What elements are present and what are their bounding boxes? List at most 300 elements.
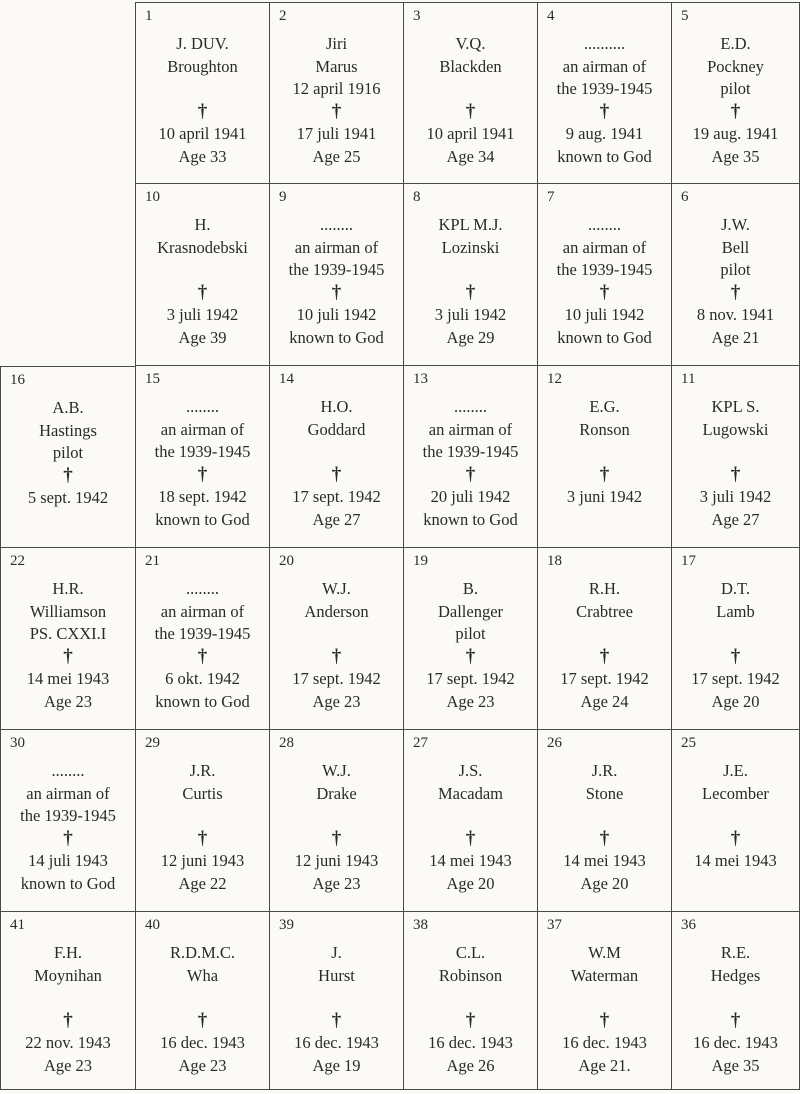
inscription-line: 14 mei 1943 (26, 669, 110, 688)
grave-inscription (404, 760, 537, 895)
grave-cell (135, 730, 269, 912)
inscription-line: 17 sept. 1942 (426, 669, 515, 688)
grave-number: 17 (681, 553, 696, 569)
inscription-line: Age 24 (580, 691, 629, 711)
cross-icon: † (63, 645, 73, 667)
inscription-line: Age 33 (178, 146, 227, 166)
grave-inscription (672, 396, 799, 531)
inscription-line: known to God (557, 146, 652, 166)
grave-cell (0, 548, 135, 730)
grave-cell (135, 366, 269, 548)
grave-inscription (270, 942, 403, 1077)
inscription-line: Lamb (716, 601, 755, 621)
grave-cell (0, 366, 135, 548)
inscription-line (270, 441, 403, 464)
inscription-line: pilot (52, 443, 84, 462)
inscription-line: 17 juli 1941 (296, 124, 377, 143)
cross-icon: † (730, 463, 741, 485)
inscription-line: 3 juni 1942 (566, 487, 643, 506)
grave-inscription (538, 578, 671, 713)
cross-icon: † (465, 463, 476, 485)
inscription-line: KPL M.J. (438, 215, 503, 234)
grave-number: 15 (145, 371, 160, 387)
inscription-line: Crabtree (576, 601, 633, 621)
grave-row (0, 548, 800, 730)
inscription-line: Robinson (438, 965, 503, 985)
inscription-line: Macadam (437, 783, 504, 803)
inscription-line: J.S. (458, 761, 483, 780)
inscription-line: known to God (289, 327, 384, 347)
grave-inscription (1, 578, 135, 713)
grave-inscription (270, 33, 403, 168)
inscription-line: W.J. (322, 579, 351, 598)
grave-inscription (538, 396, 671, 531)
inscription-line: Blackden (439, 56, 502, 76)
inscription-line: Hurst (318, 965, 355, 985)
inscription-line: 8 nov. 1941 (696, 305, 775, 324)
inscription-line: ........ (320, 215, 353, 234)
grave-number: 8 (413, 189, 421, 205)
inscription-line: an airman of (428, 419, 513, 439)
inscription-line: H.O. (320, 397, 353, 416)
cross-icon: † (599, 645, 610, 667)
inscription-line: 20 juli 1942 (430, 487, 511, 506)
grave-inscription (672, 33, 799, 168)
inscription-line (538, 509, 671, 532)
inscription-line: pilot (720, 79, 751, 98)
inscription-line (672, 623, 799, 646)
inscription-line: J.W. (721, 215, 750, 234)
inscription-line: an airman of (294, 237, 379, 257)
inscription-line: an airman of (26, 783, 110, 803)
grave-cell (537, 366, 671, 548)
grave-inscription (270, 760, 403, 895)
grave-inscription (404, 578, 537, 713)
inscription-line: Lugowski (702, 419, 769, 439)
inscription-line: 3 juli 1942 (166, 305, 239, 324)
inscription-line: Ronson (579, 419, 630, 439)
inscription-line: known to God (20, 873, 116, 893)
grave-inscription (270, 396, 403, 531)
grave-row (0, 2, 800, 184)
inscription-line: PS. CXXI.I (29, 624, 107, 643)
inscription-line: Marus (315, 56, 358, 76)
inscription-line: Age 23 (312, 691, 361, 711)
inscription-line: Lozinski (441, 237, 500, 257)
inscription-line: 22 nov. 1943 (25, 1033, 111, 1052)
cross-icon: † (599, 463, 610, 485)
inscription-line: ........ (186, 579, 219, 598)
grave-cell (269, 366, 403, 548)
grave-cell (269, 2, 403, 184)
inscription-line: the 1939-1945 (20, 806, 116, 825)
grave-number: 41 (10, 917, 25, 933)
grave-inscription (136, 33, 269, 168)
grave-cell (671, 2, 800, 184)
inscription-line: the 1939-1945 (154, 624, 251, 643)
grave-number: 3 (413, 8, 421, 24)
grave-inscription (136, 942, 269, 1077)
inscription-line (672, 987, 799, 1010)
cross-icon: † (197, 827, 208, 849)
inscription-line (538, 805, 671, 828)
grave-number: 37 (547, 917, 562, 933)
inscription-line: ........ (454, 397, 487, 416)
inscription-line: 14 juli 1943 (28, 851, 108, 870)
grave-cell (0, 730, 135, 912)
grave-cell (537, 912, 671, 1090)
grave-row (0, 366, 800, 548)
cross-icon: † (197, 100, 208, 122)
inscription-line: Hedges (710, 965, 761, 985)
inscription-line: 5 sept. 1942 (27, 488, 109, 507)
inscription-line: Moynihan (34, 965, 102, 985)
grave-number: 7 (547, 189, 555, 205)
inscription-line: H. (194, 215, 211, 234)
inscription-line: 14 mei 1943 (563, 851, 646, 870)
inscription-line: Age 20 (446, 873, 495, 893)
grave-number: 1 (145, 8, 153, 24)
inscription-line (404, 78, 537, 101)
grave-cell (403, 912, 537, 1090)
inscription-line: 10 juli 1942 (564, 305, 645, 324)
grave-cell (671, 730, 800, 912)
cross-icon: † (730, 827, 741, 849)
inscription-line: 17 sept. 1942 (560, 669, 649, 688)
cross-icon: † (63, 1009, 73, 1031)
cross-icon: † (197, 1009, 208, 1031)
inscription-line: 6 okt. 1942 (165, 669, 240, 688)
cross-icon: † (331, 463, 342, 485)
grave-cell (671, 548, 800, 730)
inscription-line: 3 juli 1942 (699, 487, 772, 506)
inscription-line: Bell (721, 237, 750, 257)
inscription-line: 16 dec. 1943 (294, 1033, 379, 1052)
grave-number: 38 (413, 917, 428, 933)
inscription-line: 9 aug. 1941 (565, 124, 644, 143)
grave-number: 14 (279, 371, 294, 387)
inscription-line: Age 39 (178, 327, 227, 347)
inscription-line: Age 21. (578, 1055, 631, 1075)
cross-icon: † (63, 464, 73, 486)
grave-number: 40 (145, 917, 160, 933)
inscription-line (1, 510, 135, 533)
inscription-line: 17 sept. 1942 (691, 669, 780, 688)
inscription-line (404, 987, 537, 1010)
inscription-line: pilot (455, 624, 486, 643)
inscription-line: Age 29 (446, 327, 495, 347)
cross-icon: † (465, 645, 476, 667)
grave-number: 30 (10, 735, 25, 751)
grave-number: 26 (547, 735, 562, 751)
inscription-line: 10 april 1941 (158, 124, 247, 143)
grave-number: 5 (681, 8, 689, 24)
grave-cell (537, 730, 671, 912)
inscription-line: an airman of (160, 419, 245, 439)
grave-inscription (404, 942, 537, 1077)
cross-icon: † (599, 100, 610, 122)
inscription-line: 16 dec. 1943 (428, 1033, 513, 1052)
grave-inscription (136, 396, 269, 531)
inscription-line: Lecomber (702, 783, 769, 803)
grave-inscription (538, 33, 671, 168)
inscription-line: Age 21 (711, 327, 760, 347)
cross-icon: † (197, 645, 208, 667)
grave-cell (135, 2, 269, 184)
grave-number: 25 (681, 735, 696, 751)
grave-inscription (672, 214, 799, 349)
inscription-line: KPL S. (711, 397, 760, 416)
inscription-line: 14 mei 1943 (429, 851, 512, 870)
grave-inscription (136, 760, 269, 895)
inscription-line: R.D.M.C. (169, 943, 236, 962)
inscription-line: Dallenger (437, 601, 504, 621)
grave-number: 20 (279, 553, 294, 569)
grave-cell (269, 548, 403, 730)
inscription-line: Age 23 (446, 691, 495, 711)
grave-cell (671, 912, 800, 1090)
inscription-line: Age 27 (312, 509, 361, 529)
inscription-line: E.D. (720, 34, 751, 53)
inscription-line (270, 987, 403, 1010)
inscription-line: Age 35 (711, 146, 760, 166)
grave-cell (537, 184, 671, 366)
grave-number: 6 (681, 189, 689, 205)
cross-icon: † (599, 827, 610, 849)
inscription-line (136, 805, 269, 828)
inscription-line: pilot (720, 260, 751, 279)
inscription-line: Age 20 (580, 873, 629, 893)
inscription-line: J.R. (189, 761, 216, 780)
inscription-line: 10 april 1941 (426, 124, 515, 143)
cross-icon: † (331, 645, 342, 667)
inscription-line: D.T. (720, 579, 751, 598)
grave-number: 4 (547, 8, 555, 24)
inscription-line: 16 dec. 1943 (562, 1033, 647, 1052)
inscription-line: F.H. (53, 943, 83, 962)
inscription-line: Age 27 (711, 509, 760, 529)
inscription-line: A.B. (52, 398, 84, 417)
inscription-line: ........ (588, 215, 621, 234)
inscription-line: H.R. (52, 579, 84, 598)
inscription-line: 18 sept. 1942 (158, 487, 247, 506)
inscription-line: Anderson (304, 601, 369, 621)
inscription-line: Waterman (570, 965, 639, 985)
grave-row (0, 184, 800, 366)
grave-number: 18 (547, 553, 562, 569)
grave-number: 19 (413, 553, 428, 569)
inscription-line: 19 aug. 1941 (692, 124, 779, 143)
cross-icon: † (599, 1009, 610, 1031)
inscription-line: Broughton (167, 56, 238, 76)
inscription-line: W.J. (322, 761, 351, 780)
grave-inscription (538, 760, 671, 895)
grave-number: 36 (681, 917, 696, 933)
inscription-line: B. (462, 579, 479, 598)
inscription-line: Wha (186, 965, 219, 985)
grave-inscription (136, 214, 269, 349)
cross-icon: † (599, 281, 610, 303)
inscription-line: an airman of (160, 601, 245, 621)
grave-cell (403, 184, 537, 366)
grave-inscription (672, 578, 799, 713)
inscription-line: 17 sept. 1942 (292, 487, 381, 506)
inscription-line: V.Q. (455, 34, 486, 53)
inscription-line: 10 juli 1942 (296, 305, 377, 324)
grave-number: 21 (145, 553, 160, 569)
grave-cell (269, 184, 403, 366)
inscription-line: J. DUV. (176, 34, 229, 53)
grave-inscription (404, 214, 537, 349)
grave-number: 12 (547, 371, 562, 387)
grave-cell (269, 912, 403, 1090)
inscription-line: 16 dec. 1943 (693, 1033, 778, 1052)
inscription-line (270, 623, 403, 646)
grave-inscription (1, 760, 135, 895)
grave-cell (135, 548, 269, 730)
grave-inscription (672, 942, 799, 1077)
inscription-line: .......... (583, 34, 626, 53)
inscription-line (538, 987, 671, 1010)
inscription-line: Hastings (39, 420, 97, 440)
grave-cell (403, 2, 537, 184)
cross-icon: † (197, 281, 208, 303)
grave-row (0, 912, 800, 1090)
inscription-line: ........ (186, 397, 219, 416)
inscription-line: W.M (588, 943, 621, 962)
cross-icon: † (465, 281, 476, 303)
grave-number: 11 (681, 371, 696, 387)
grave-inscription (1, 942, 135, 1077)
inscription-line: Williamson (29, 601, 107, 621)
grave-number: 13 (413, 371, 428, 387)
grave-inscription (538, 942, 671, 1077)
inscription-line: Age 23 (178, 1055, 227, 1075)
inscription-line: Age 22 (178, 873, 227, 893)
grave-cell (671, 366, 800, 548)
inscription-line: Pockney (707, 56, 764, 76)
inscription-line: an airman of (562, 56, 647, 76)
grave-cell (135, 912, 269, 1090)
inscription-line: Age 23 (43, 691, 93, 711)
grave-cell (403, 730, 537, 912)
cross-icon: † (197, 463, 208, 485)
grave-number: 27 (413, 735, 428, 751)
grave-number: 28 (279, 735, 294, 751)
inscription-line: known to God (557, 327, 652, 347)
inscription-line: Age 23 (43, 1055, 93, 1075)
inscription-line: 12 juni 1943 (294, 851, 379, 870)
grave-number: 39 (279, 917, 294, 933)
inscription-line: Age 20 (711, 691, 760, 711)
inscription-line (538, 441, 671, 464)
grave-number: 10 (145, 189, 160, 205)
inscription-line: Curtis (182, 783, 223, 803)
inscription-line: J.R. (591, 761, 618, 780)
inscription-line: the 1939-1945 (556, 79, 653, 98)
grave-number: 9 (279, 189, 287, 205)
inscription-line (672, 873, 799, 896)
inscription-line: ........ (51, 761, 85, 780)
grave-inscription (404, 396, 537, 531)
inscription-line: R.E. (720, 943, 751, 962)
inscription-line: the 1939-1945 (556, 260, 653, 279)
grave-inscription (136, 578, 269, 713)
grave-number: 22 (10, 553, 25, 569)
cross-icon: † (63, 827, 73, 849)
inscription-line: J.E. (723, 761, 748, 780)
inscription-line: 16 dec. 1943 (160, 1033, 245, 1052)
inscription-line: E.G. (589, 397, 620, 416)
inscription-line: 14 mei 1943 (694, 851, 777, 870)
cross-icon: † (465, 1009, 476, 1031)
inscription-line: Krasnodebski (157, 237, 248, 257)
grave-number: 2 (279, 8, 287, 24)
grave-cell (537, 2, 671, 184)
inscription-line: 17 sept. 1942 (292, 669, 381, 688)
inscription-line (136, 987, 269, 1010)
grave-cell (537, 548, 671, 730)
inscription-line: Age 25 (312, 146, 361, 166)
inscription-line: Age 23 (312, 873, 361, 893)
inscription-line (136, 259, 269, 282)
inscription-line: known to God (155, 509, 250, 529)
inscription-line (404, 805, 537, 828)
cross-icon: † (465, 100, 476, 122)
grave-cell (671, 184, 800, 366)
inscription-line: Age 35 (711, 1055, 760, 1075)
inscription-line: R.H. (588, 579, 621, 598)
grave-row (0, 730, 800, 912)
cross-icon: † (465, 827, 476, 849)
inscription-line: Age 26 (446, 1055, 495, 1075)
inscription-line: 12 juni 1943 (160, 851, 245, 870)
cross-icon: † (730, 645, 741, 667)
grave-inscription (538, 214, 671, 349)
inscription-line: the 1939-1945 (154, 442, 251, 461)
inscription-line: Goddard (307, 419, 366, 439)
cross-icon: † (331, 281, 342, 303)
inscription-line (672, 805, 799, 828)
inscription-line: known to God (423, 509, 518, 529)
inscription-line: an airman of (562, 237, 647, 257)
inscription-line (538, 623, 671, 646)
inscription-line (1, 987, 135, 1010)
cross-icon: † (730, 1009, 741, 1031)
inscription-line: Stone (585, 783, 624, 803)
inscription-line (270, 805, 403, 828)
inscription-line: Age 34 (446, 146, 495, 166)
inscription-line (672, 441, 799, 464)
inscription-line: known to God (155, 691, 250, 711)
cross-icon: † (331, 100, 342, 122)
inscription-line: the 1939-1945 (288, 260, 385, 279)
inscription-line (136, 78, 269, 101)
inscription-line: the 1939-1945 (422, 442, 519, 461)
grave-cell (403, 366, 537, 548)
inscription-line: 3 juli 1942 (434, 305, 507, 324)
inscription-line: Age 19 (312, 1055, 361, 1075)
inscription-line (404, 259, 537, 282)
grave-inscription (672, 760, 799, 895)
grave-inscription (404, 33, 537, 168)
grave-number: 16 (10, 372, 25, 388)
grave-inscription (270, 214, 403, 349)
inscription-line: 12 april 1916 (292, 79, 381, 98)
cross-icon: † (730, 281, 741, 303)
grave-number: 29 (145, 735, 160, 751)
cross-icon: † (730, 100, 741, 122)
